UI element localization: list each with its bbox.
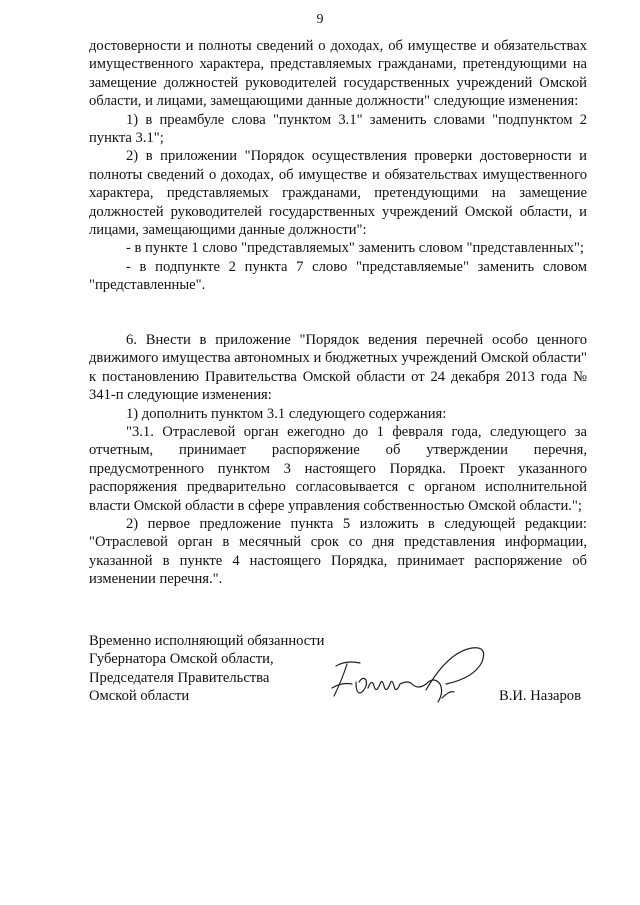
body-text-top: [89, 37, 587, 295]
position-line: Временно исполняющий обязанности: [89, 633, 325, 649]
paragraph-section-6: 6. Внести в приложение "Порядок ведения перечней особо ценного движимого имущества автономных и бюджетных учреждений Омской области" к постановлению Правительства Омской области от 24 декабря 2013 года № 341-п следующие изменения:: [89, 332, 587, 404]
signer-name: В.И. Назаров: [499, 688, 581, 704]
paragraph-item-2: 2) в приложении "Порядок осуществления проверки достоверности и полноты сведений о доходах, об имуществе и обязательствах имущественного характера, представляемых гражданами, претендующими на замещение должностей руководителей государственных учреждений Омской области, и лицами, замещающими данные должности":: [89, 148, 587, 239]
paragraph-item-1: 1) в преамбуле слова "пунктом 3.1" заменить словами "подпунктом 2 пункта 3.1";: [89, 111, 587, 147]
position-line: Председателя Правительства: [89, 669, 270, 686]
paragraph-item-2b: 2) первое предложение пункта 5 изложить в следующей редакции: "Отраслевой орган в месячный срок со дня представления информации, указанной в пункте 4 настоящего Порядка, принимает распоряжение об изменении перечня.".: [89, 516, 587, 588]
paragraph-dash-1: - в пункте 1 слово "представляемых" заменить словом "представленных";: [126, 240, 584, 257]
paragraph-continuation: достоверности и полноты сведений о доходах, об имуществе и обязательствах имущественного характера, представляемых гражданами, претендующими на замещение должностей руководителей государственных учреждений Омской области, и лицами, замещающими данные должности" следующие изменения:: [89, 38, 587, 110]
body-text-bottom: [89, 331, 587, 589]
position-line: Губернатора Омской области,: [89, 651, 274, 668]
position-line: Омской области: [89, 688, 190, 705]
paragraph-item-1b: 1) дополнить пунктом 3.1 следующего содержания:: [126, 405, 447, 422]
signatory-position: [89, 632, 324, 706]
handwritten-signature: [322, 640, 492, 710]
paragraph-quote-3-1: "3.1. Отраслевой орган ежегодно до 1 февраля года, следующего за отчетным, принимает распоряжение об утверждении перечня, предусмотренного пунктом 3 настоящего Порядка. Проект указанного распоряжения предварительно согласовывается с органом исполнительной власти Омской области в сфере управления собственностью Омской области.";: [89, 424, 587, 514]
paragraph-dash-2: - в подпункте 2 пункта 7 слово "представляемые" заменить словом "представленные".: [89, 258, 587, 294]
page-number: 9: [316, 12, 324, 27]
